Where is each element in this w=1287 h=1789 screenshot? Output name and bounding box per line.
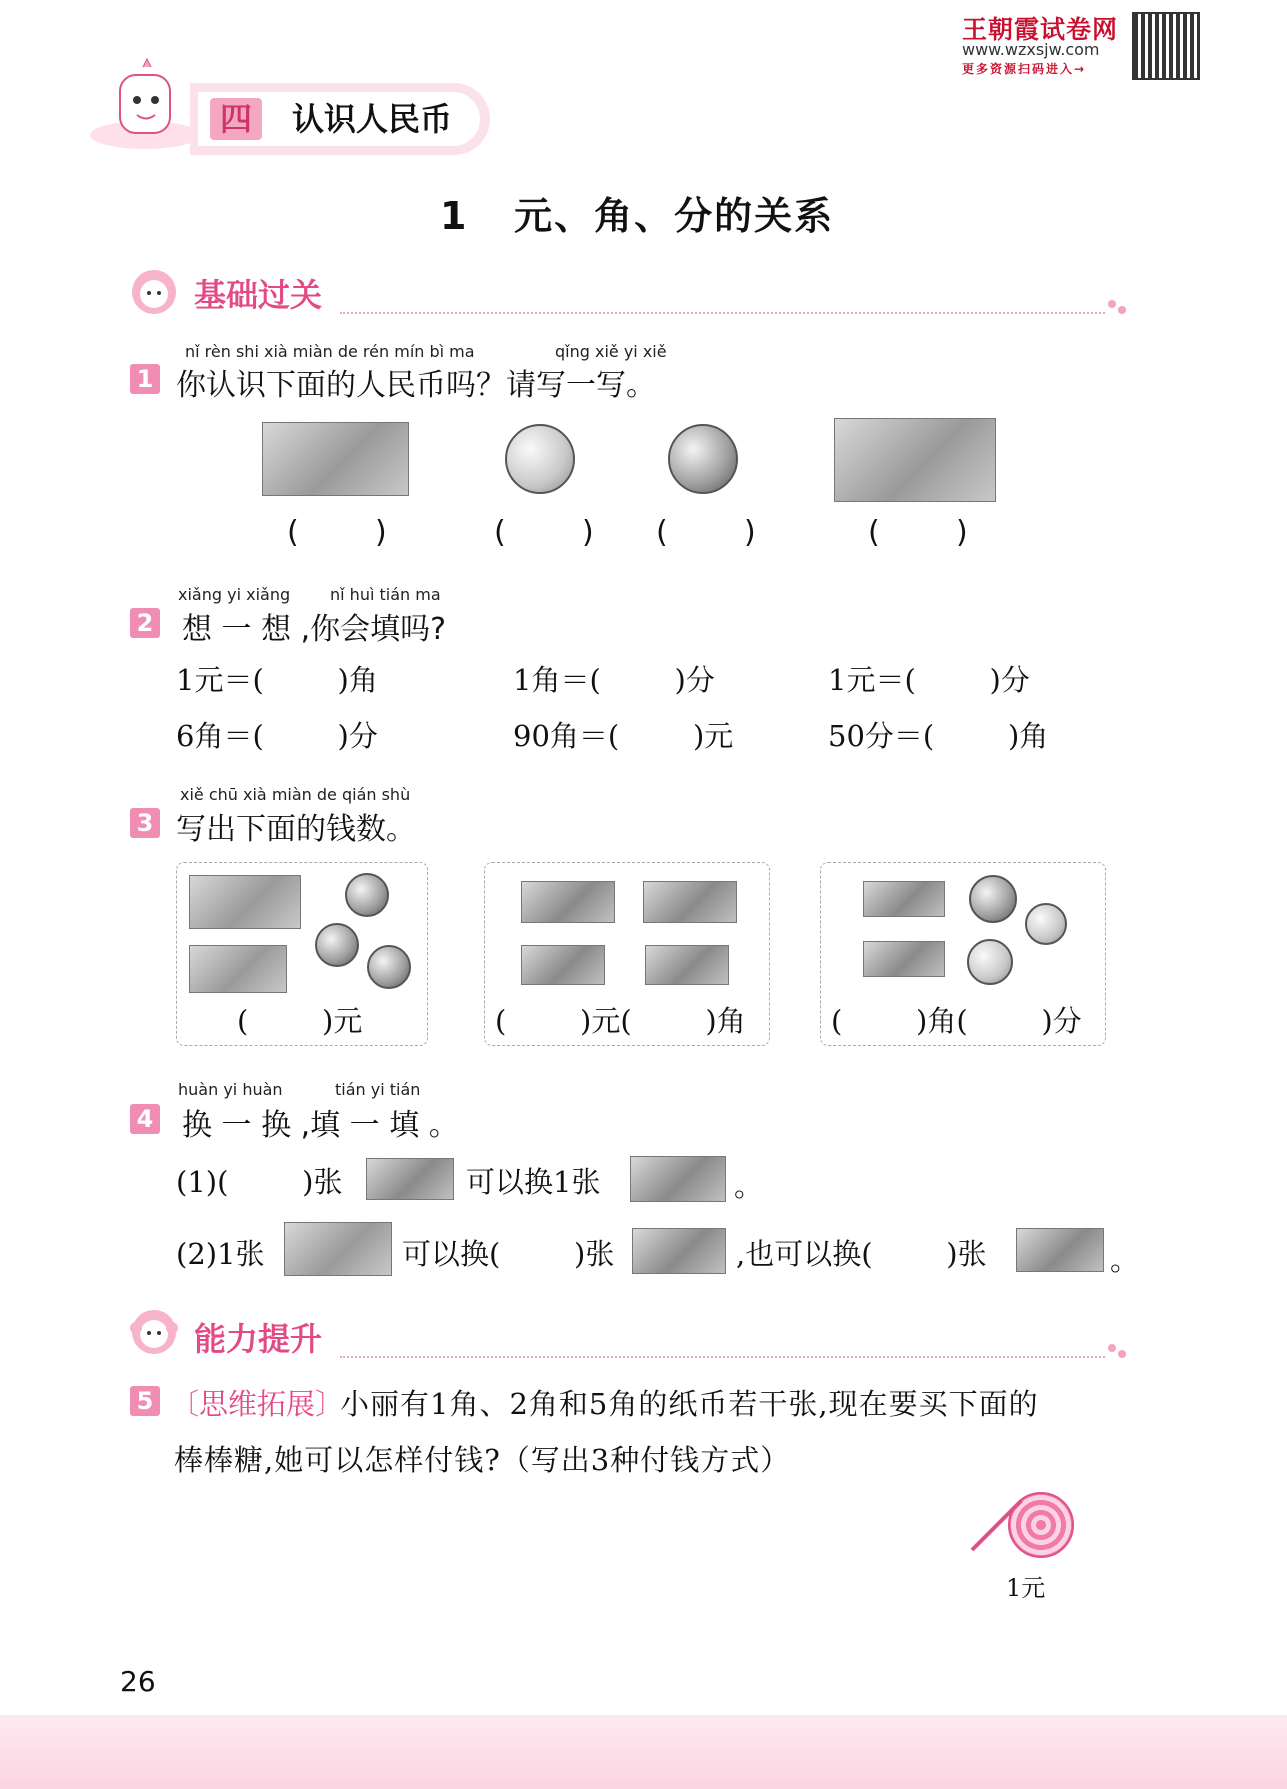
banknote-image [863,881,945,917]
answer-blank[interactable]: ( ) [287,515,387,550]
coin-image [668,424,738,494]
coin-image [969,875,1017,923]
section-title-advanced: 能力提升 [194,1320,323,1358]
exchange-line1-blank[interactable]: (1)( )张 [176,1165,343,1199]
q2-pinyin-b: nǐ huì tián ma [330,585,441,604]
banknote-image [643,881,737,923]
question-number: 3 [130,808,160,838]
fill-blank-row1-col1[interactable]: 1元＝( )角 [176,663,378,697]
banknote-image [863,941,945,977]
banknote-image [366,1158,454,1200]
coin-image [345,873,389,917]
q4-pinyin-b: tián yi tián [335,1080,421,1099]
q5-line2: 棒棒糖,她可以怎样付钱?（写出3种付钱方式） [174,1443,791,1477]
answer-blank[interactable]: ( ) [656,515,756,550]
chapter-title: 认识人民币 [292,100,453,138]
q1-text: 你认识下面的人民币吗？请写一写。 [176,368,656,403]
q3-text: 写出下面的钱数。 [176,812,416,847]
divider-dot [1118,306,1126,314]
banknote-image [521,945,605,985]
brand-name: 王朝霞试卷网 [962,15,1119,44]
fill-blank-row2-col1[interactable]: 6角＝( )分 [176,719,378,753]
answer-blank[interactable]: ( ) [494,515,594,550]
question-number: 5 [130,1386,160,1416]
fill-blank-row1-col2[interactable]: 1角＝( )分 [513,663,715,697]
banknote-image [284,1222,392,1276]
q5-line1: 小丽有1角、2角和5角的纸币若干张,现在要买下面的 [340,1387,1039,1421]
q1-pinyin-b: qǐng xiě yi xiě [555,342,667,361]
section-divider [340,312,1105,314]
divider-dot [1108,300,1116,308]
banknote-image [632,1228,726,1274]
coin-image [505,424,575,494]
section-divider [340,1356,1105,1358]
coin-image [315,923,359,967]
q4-text: 换 一 换 ,填 一 填 。 [182,1108,459,1143]
q3-pinyin: xiě chū xià miàn de qián shù [180,785,411,804]
banknote-image [262,422,409,496]
section-monkey-icon [128,1306,184,1356]
coin-image [967,939,1013,985]
question-number: 4 [130,1104,160,1134]
banknote-image [645,945,729,985]
q5-tag: 〔思维拓展〕 [170,1387,345,1421]
lollipop-price: 1元 [1006,1574,1046,1602]
banknote-image [189,875,301,929]
divider-dot [1108,1344,1116,1352]
fill-blank-row1-col3[interactable]: 1元＝( )分 [828,663,1030,697]
exchange-line2-blank-a[interactable]: 可以换( )张 [402,1237,615,1271]
chapter-number: 四 [210,98,262,140]
question-number: 2 [130,608,160,638]
page-number: 26 [120,1665,156,1698]
exchange-line1-end: 。 [734,1169,764,1203]
money-box-2 [484,862,770,1046]
fill-blank-row2-col3[interactable]: 50分＝( )角 [828,719,1049,753]
money-box-1 [176,862,428,1046]
q4-pinyin-a: huàn yi huàn [178,1080,283,1099]
banknote-image [521,881,615,923]
footer-band [0,1715,1287,1789]
coin-image [1025,903,1067,945]
question-number: 1 [130,364,160,394]
divider-dot [1118,1350,1126,1358]
qr-code-icon[interactable] [1132,12,1200,80]
exchange-line2-blank-b[interactable]: ,也可以换( )张 [736,1237,987,1271]
brand-tagline: 更多资源扫码进入→ [962,62,1087,76]
brand-url[interactable]: www.wzxsjw.com [962,40,1100,59]
money-answer-2[interactable]: ( )元( )角 [495,1004,746,1038]
q2-text: 想 一 想 ,你会填吗? [182,612,447,647]
banknote-image [630,1156,726,1202]
section-girl-icon [128,266,184,316]
banknote-image [189,945,287,993]
exchange-line2-start: (2)1张 [176,1237,265,1271]
answer-blank[interactable]: ( ) [868,515,968,550]
lesson-title: 1 元、角、分的关系 [440,194,835,238]
banknote-image [834,418,996,502]
q2-pinyin-a: xiǎng yi xiǎng [178,585,291,604]
q1-pinyin-a: nǐ rèn shi xià miàn de rén mín bì ma [185,342,475,361]
fill-blank-row2-col2[interactable]: 90角＝( )元 [513,719,734,753]
banknote-image [1016,1228,1104,1272]
exchange-line1-text: 可以换1张 [466,1165,601,1199]
coin-image [367,945,411,989]
exchange-line2-end: 。 [1110,1243,1140,1277]
money-answer-1[interactable]: ( )元 [237,1004,363,1038]
section-title-basic: 基础过关 [194,276,323,314]
mascot-icon [85,55,205,155]
money-box-3 [820,862,1106,1046]
money-answer-3[interactable]: ( )角( )分 [831,1004,1082,1038]
